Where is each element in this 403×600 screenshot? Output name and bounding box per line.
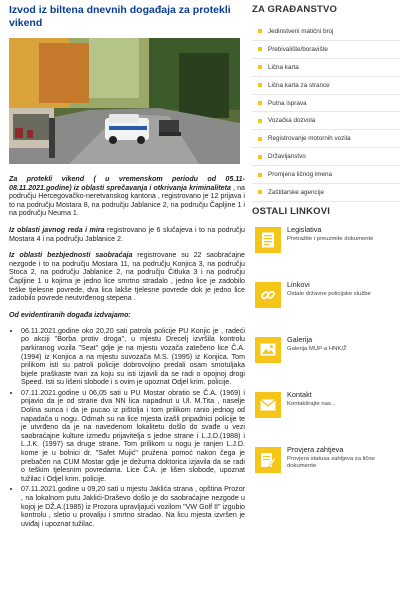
card-links[interactable]: [252, 280, 400, 320]
bullet-square-icon: [258, 190, 262, 194]
bullet-square-icon: [258, 47, 262, 51]
sidebar-link-label: Registrovanje motornih vozila: [268, 135, 351, 143]
card-request-check[interactable]: [252, 445, 400, 485]
card-title: Kontakt: [287, 389, 312, 399]
article-title: Izvod iz biltena dnevnih događaja za protekli vikend: [9, 4, 231, 29]
traffic-bold: Iz oblasti bezbjednosti saobraćaja: [9, 251, 133, 260]
sidebar-link-label: Lična karta: [268, 63, 299, 71]
card-gallery[interactable]: [252, 335, 400, 375]
sidebar-link-label: Promjena ličnog imena: [268, 171, 333, 179]
sidebar-link[interactable]: [252, 77, 400, 95]
bullet-square-icon: [258, 65, 262, 69]
traffic-paragraph: [9, 251, 245, 303]
card-description: Provjera statusa zahtjeva za lične dokumente: [287, 455, 375, 470]
traffic-rest: registrovane su 22 saobraćajne nezgode i to na području Mostara 11, na području Konjica 3, na području Stoca 2, na području Jablanice 2, na području Čitluka 3 i na području Čapljine 1 u kojima je jedno lice smrtno stradalo , jedno lice je zadobilo teške tjelesne povrede, dva lica lakše tjelesne povrede dok je jedno lice zadobilo povrede neutvrđenog stepena .: [9, 251, 246, 303]
article: [9, 4, 245, 530]
bullet-square-icon: [258, 137, 262, 141]
sidebar-link[interactable]: [252, 41, 400, 59]
card-title: Provjera zahtjeva: [287, 444, 344, 454]
bullet-square-icon: [258, 119, 262, 123]
sidebar-link[interactable]: [252, 148, 400, 166]
sidebar-link-label: Vozačka dozvola: [268, 117, 316, 125]
envelope-icon: [255, 392, 281, 418]
citizens-heading: ZA GRAĐANSTVO: [252, 4, 338, 15]
sidebar-link-label: Lična karta za strance: [268, 81, 330, 89]
bullet-square-icon: [258, 155, 262, 159]
public-order-bold: Iz oblasti javnog reda i mira: [9, 225, 105, 234]
edit-form-icon: [255, 447, 281, 473]
gallery-image-icon: [255, 337, 281, 363]
sidebar-link-label: Putna isprava: [268, 99, 307, 107]
chain-link-icon: [255, 282, 281, 308]
document-icon: [255, 227, 281, 253]
card-title: Legislativa: [287, 224, 322, 234]
bullet-square-icon: [258, 83, 262, 87]
bullet-square-icon: [258, 29, 262, 33]
sidebar-link-label: Prebivalište/boravište: [268, 45, 328, 53]
events-heading: Od evidentiranih događa izdvajamo:: [9, 310, 131, 319]
card-legislation[interactable]: [252, 225, 400, 265]
bullet-square-icon: [258, 173, 262, 177]
sidebar-link-label: Jedinstveni matični broj: [268, 27, 334, 35]
other-links-heading: OSTALI LINKOVI: [252, 205, 331, 217]
event-item: • 07.11.2021.godine u 09,20 sati u mjestu Jaklića strana , opština Prozor , na lokalnom putu Jaklići-Draševo došlo je do saobraćajne nezgode u kojoj je DŽ.A.(1985) iz Prozora upravljajući vozilom "VW Golf II" izgubio kontrolu , sletio u provaliju i smrtno stradao. Na licu mjesta izvršen je uviđaj i upoznat tužilac.: [21, 485, 245, 528]
sidebar-link[interactable]: [252, 130, 400, 148]
card-description: Ostale državne policijske službe: [287, 290, 371, 297]
intro-paragraph: [9, 175, 245, 218]
sidebar-link[interactable]: [252, 23, 400, 41]
sidebar-link[interactable]: [252, 166, 400, 184]
public-order-rest: registrovano je 6 slučajeva i to na području Mostara 4 i na području Jablanice 2.: [9, 225, 245, 243]
sidebar-link[interactable]: [252, 95, 400, 113]
sidebar-link-label: Zaštitarske agencije: [268, 188, 324, 196]
sidebar-link[interactable]: [252, 184, 400, 202]
card-title: Galerija: [287, 334, 313, 344]
event-item: • 06.11.2021.godine oko 20,20 sati patrola policije PU Konjic je , radeći po akciji "Borba protiv droga", u mjestu Drecelj izvršila kontrolu parkiranog vozila "Seat" gdje je na mjestu vozača zatečeno lice Č.A.(1994) iz Konjica a na mjestu suvozača M.S. (1995) iz Konjica. Tom prilikom isti su patroli policije dobrovoljno predali osam smotuljaka bijele praškaste tvari za koju su isti izjavili da se radi o opojnoj drogi Speed. Isti su lišeni slobode i s ovim je upoznat Odjel krim. policije.: [21, 327, 245, 387]
intro-bold: Za protekli vikend ( u vremenskom periodu od 05.11-08.11.2021.godine) iz oblasti sprečavanja i otkrivanja kriminaliteta: [9, 175, 245, 192]
sidebar-link[interactable]: [252, 112, 400, 130]
event-item: • 07.11.2021.godine u 06,05 sati u PU Mostar obratio se Č.A. (1969) i prijavio da je od strane dva NN lica napadnut u Ul. M.Tita , naselje Dolina sunca i da je pucao iz pištolja i tom prilikom ranio jednog od napadača u nogu. Odmah su na lice mjesta izašli pripadnici policije te je utvrđeno da je na navedenom lokalitetu došlo do svađe u vezi saobraćajne kulture između prijavitelja s jedne strane i L.J.D.(1988) i L.J.K. (1997) sa druge strane. Tom prilikom u nogu je ranjen L.J.D. kome je u bolnici dr. "Safet Mujić" pružena pomoć nakon čega je prebačen na CUM Mostar gdje je dežurna doktorica izjavila da se radi o teškim tjelesnim povredama. Lice Č.A. je lišen slobode, upoznat tužilac i Odjel krim. policije.: [21, 389, 245, 484]
card-contact[interactable]: [252, 390, 400, 430]
card-description: Pretražite i preuzmite dokumente: [287, 235, 374, 242]
bullet-square-icon: [258, 101, 262, 105]
public-order-paragraph: [9, 226, 245, 243]
sidebar-link-label: Državljanstvo: [268, 153, 306, 161]
sidebar: [252, 0, 400, 500]
sidebar-link[interactable]: [252, 59, 400, 77]
card-description: Kontaktirajte nas...: [287, 400, 336, 407]
card-description: Galerija MUP-a HNK/Ž: [287, 345, 347, 352]
intro-rest: , na području Hercegovačko-neretvanskog kantona , registrovano je 12 prijava i to na području Mostara 8, na području Jablanice 2, na području Čapljine 1 i na području Neuma 1.: [9, 183, 245, 218]
card-title: Linkovi: [287, 279, 310, 289]
citizens-links: [252, 23, 400, 202]
events-list: [9, 327, 245, 529]
article-photo: [9, 38, 240, 164]
